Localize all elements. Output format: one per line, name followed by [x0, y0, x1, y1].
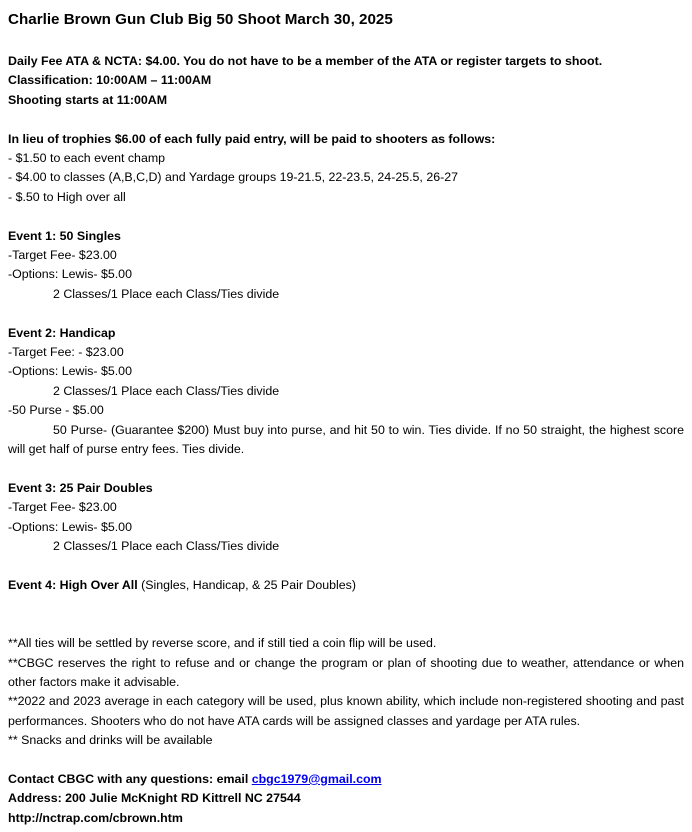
event1-classes: 2 Classes/1 Place each Class/Ties divide [53, 286, 280, 301]
contact-website[interactable]: http://nctrap.com/cbrown.htm [8, 810, 183, 825]
event4-detail: (Singles, Handicap, & 25 Pair Doubles) [137, 577, 356, 592]
event3-options: -Options: Lewis- $5.00 [8, 519, 132, 534]
event2-options: -Options: Lewis- $5.00 [8, 364, 132, 379]
event1-options: -Options: Lewis- $5.00 [8, 267, 132, 282]
contact-line [8, 770, 684, 789]
payout-item: - $.50 to High over all [8, 189, 126, 204]
note-item: ** Snacks and drinks will be available [8, 733, 213, 748]
note-item: **CBGC reserves the right to refuse and or change the program or plan of shooting due to weather, attendance or when other factors make it advisable. [8, 655, 684, 689]
page-title: Charlie Brown Gun Club Big 50 Shoot March 30, 2025 [8, 11, 393, 28]
event1-heading: Event 1: 50 Singles [8, 228, 121, 243]
note-item: **All ties will be settled by reverse score, and if still tied a coin flip will be used. [8, 636, 437, 651]
event2-target-fee: -Target Fee: - $23.00 [8, 345, 124, 360]
event4-line [8, 576, 684, 595]
payout-heading: In lieu of trophies $6.00 of each fully paid entry, will be paid to shooters as follows: [8, 131, 496, 146]
event4-heading: Event 4: High Over All [8, 577, 138, 592]
payout-item: - $4.00 to classes (A,B,C,D) and Yardage groups 19-21.5, 22-23.5, 24-25.5, 26-27 [8, 170, 459, 185]
contact-prefix: Contact CBGC with any questions: email [8, 771, 252, 786]
shooting-start-time: Shooting starts at 11:00AM [8, 92, 168, 107]
classification-time: Classification: 10:00AM – 11:00AM [8, 73, 212, 88]
event2-purse-detail: 50 Purse- (Guarantee $200) Must buy into purse, and hit 50 to win. Ties divide. If no 50 straight, the highest score will get half of purse entry fees. Ties divide. [8, 422, 684, 457]
payout-item: - $1.50 to each event champ [8, 151, 166, 166]
document-page [8, 10, 684, 828]
event2-heading: Event 2: Handicap [8, 325, 116, 340]
contact-address: Address: 200 Julie McKnight RD Kittrell NC 27544 [8, 791, 301, 806]
event2-classes: 2 Classes/1 Place each Class/Ties divide [53, 383, 280, 398]
event2-purse: -50 Purse - $5.00 [8, 403, 104, 418]
note-item: **2022 and 2023 average in each category will be used, plus known ability, which include non-registered shooting and past performances. Shooters who do not have ATA cards will be assigned classes and yardage per ATA rules. [8, 694, 684, 728]
event3-target-fee: -Target Fee- $23.00 [8, 500, 117, 515]
email-link[interactable]: cbgc1979@gmail.com [251, 771, 382, 786]
event1-target-fee: -Target Fee- $23.00 [8, 248, 117, 263]
daily-fee: Daily Fee ATA & NCTA: $4.00. You do not have to be a member of the ATA or register targets to shoot. [8, 54, 603, 68]
event3-heading: Event 3: 25 Pair Doubles [8, 480, 153, 495]
event3-classes: 2 Classes/1 Place each Class/Ties divide [53, 539, 280, 554]
